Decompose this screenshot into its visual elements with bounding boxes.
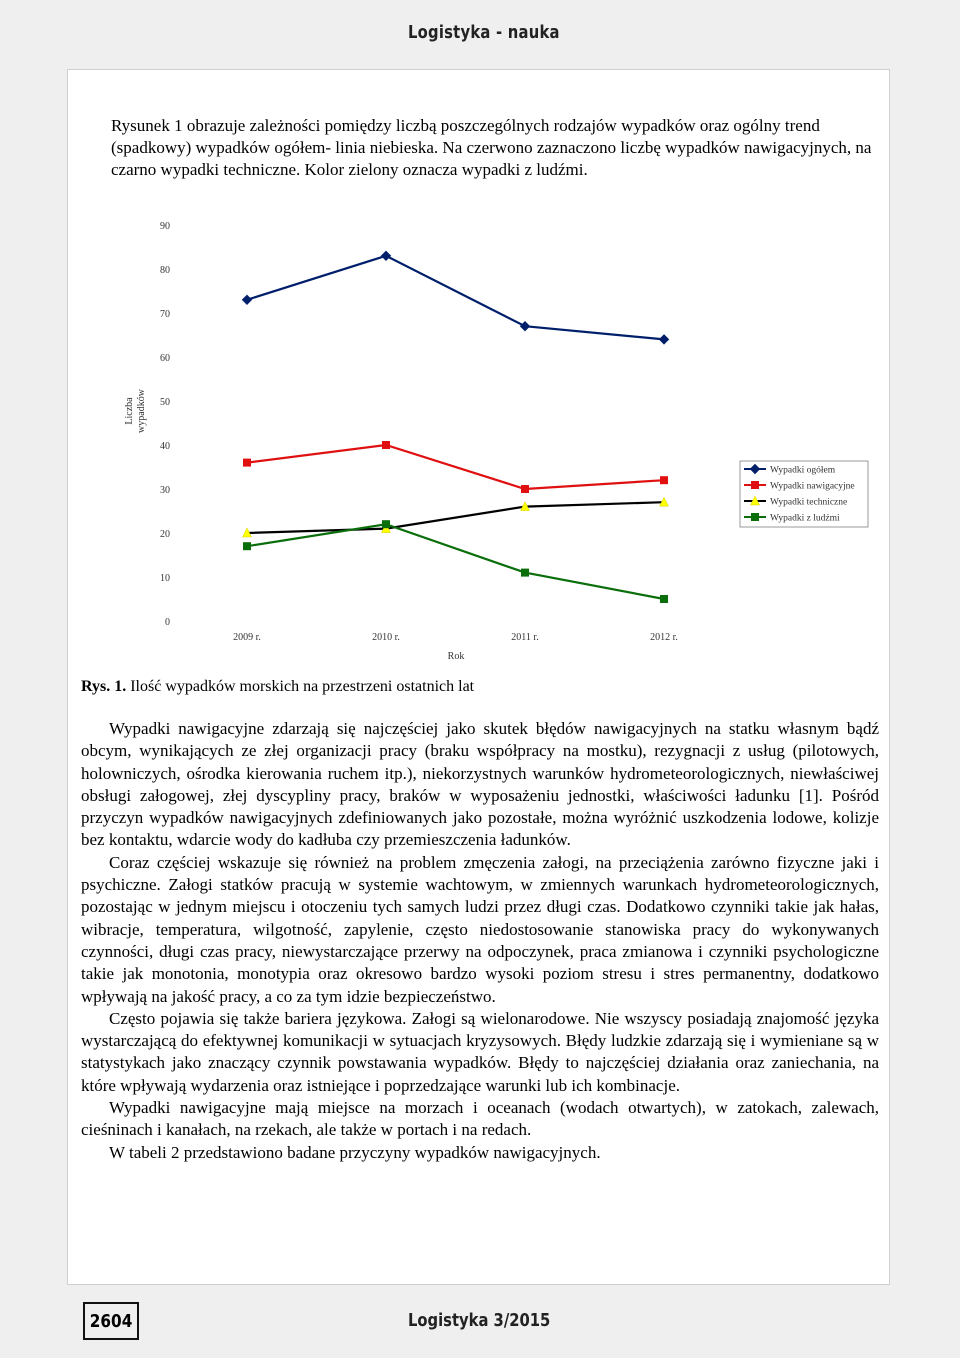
x-tick-label: 2009 r.	[233, 632, 261, 643]
x-tick-label: 2012 r.	[650, 632, 678, 643]
paragraph: Wypadki nawigacyjne zdarzają się najczęściej jako skutek błędów nawigacyjnych na statku własnym bądź obcym, wynikających ze złej organizacji pracy (braku współpracy na mostku), rezygnacji z usług (pilotowych, holowniczych, ośrodka kierowania ruchem itp.), niekorzystnych warunków hydrometeorologicznych, niewłaściwej obsługi załogowej, złej dyscypliny pracy, braków w wyposażeniu jednostki, właściwości ładunku [1]. Pośród przyczyn wypadków nawigacyjnych zdefiniowanych jako pozostałe, można wyróżnić uszkodzenia lodowe, kolizje bez kontaktu, wdarcie wody do kadłuba czy przemieszczenia ładunków.	[81, 719, 879, 850]
x-axis-label: Rok	[447, 651, 465, 662]
y-axis-label	[124, 388, 147, 433]
y-tick-label: 10	[160, 573, 170, 584]
legend-marker	[751, 481, 759, 489]
x-tick-label: 2011 r.	[511, 632, 539, 643]
y-tick-label: 50	[160, 397, 170, 408]
caption-prefix: Rys. 1.	[81, 678, 127, 695]
y-tick-label: 30	[160, 485, 170, 496]
paragraph: Często pojawia się także bariera językowa. Załogi są wielonarodowe. Nie wszyscy posiadają znajomość języka wystarczającą do efektywnej komunikacji w sytuacjach kryzysowych. Błędy ludzkie zdarzają się i wymieniane są w statystykach jako znaczący czynnik powstawania wypadków. Błędy to najczęściej działania oraz zaniechania, na które wpływają wydarzenia oraz istniejące i poprzedzające warunki lub ich kombinacje.	[81, 1008, 879, 1095]
data-point	[382, 251, 391, 260]
data-point	[243, 459, 251, 467]
series-line	[247, 524, 664, 599]
legend-label: Wypadki ogółem	[770, 465, 836, 476]
legend-label: Wypadki z ludźmi	[770, 513, 840, 524]
y-tick-label: 60	[160, 353, 170, 364]
legend-label: Wypadki techniczne	[770, 497, 848, 508]
data-point	[521, 569, 529, 577]
line-chart	[68, 210, 891, 670]
legend-label: Wypadki nawigacyjne	[770, 481, 855, 492]
data-point	[521, 322, 530, 331]
body-text	[81, 718, 879, 1164]
paragraph: W tabeli 2 przedstawiono badane przyczyny wypadków nawigacyjnych.	[109, 1142, 601, 1162]
legend-marker	[751, 513, 759, 521]
page-content	[67, 69, 890, 1285]
page-number-text: 2604	[89, 1310, 133, 1332]
series-line	[247, 256, 664, 340]
data-point	[382, 520, 390, 528]
y-tick-label: 90	[160, 221, 170, 232]
figure-caption	[81, 678, 474, 696]
data-point	[243, 295, 252, 304]
series-line	[247, 502, 664, 533]
data-point	[660, 335, 669, 344]
paragraph: Wypadki nawigacyjne mają miejsce na morzach i oceanach (wodach otwartych), w zatokach, zalewach, cieśninach i kanałach, na rzekach, ale także w portach i na redach.	[81, 1098, 879, 1140]
y-tick-label: 0	[165, 617, 170, 628]
y-tick-label: 70	[160, 309, 170, 320]
caption-text: Ilość wypadków morskich na przestrzeni ostatnich lat	[130, 678, 475, 695]
data-point	[382, 441, 390, 449]
y-tick-label: 20	[160, 529, 170, 540]
x-tick-label: 2010 r.	[372, 632, 400, 643]
data-point	[660, 476, 668, 484]
data-point	[521, 485, 529, 493]
y-axis-label-line: wypadków	[136, 389, 147, 433]
intro-paragraph: Rysunek 1 obrazuje zależności pomiędzy liczbą poszczególnych rodzajów wypadków oraz ogólny trend (spadkowy) wypadków ogółem- linia niebieska. Na czerwono zaznaczono liczbę wypadków nawigacyjnych, na czarno wypadki techniczne. Kolor zielony oznacza wypadki z ludźmi.	[111, 116, 872, 179]
header-title: Logistyka - nauka	[408, 22, 560, 43]
y-tick-label: 40	[160, 441, 170, 452]
journal-title: Logistyka 3/2015	[408, 1310, 551, 1331]
paragraph: Coraz częściej wskazuje się również na problem zmęczenia załogi, na przeciążenia zarówno fizyczne jaki i psychiczne. Załogi statków pracują w systemie wachtowym, w zmiennych warunkach hydrometeorologicznych, pozostając w jednym miejscu i otoczeniu tych samych ludzi przez długi czas. Dodatkowo czynniki takie jak hałas, wibracje, temperatura, wilgotność, zapylenie, często niedostosowanie stanowiska pracy do wykonywanych czynności, długi czas pracy, niewystarczające przerwy na odpoczynek, praca zmianowa i czynniki psychologiczne takie jak monotonia, monotypia oraz okresowo bardzo wysoki poziom stresu i stres permanentny, dodatkowo wpływają na jakość pracy, a co za tym idzie bezpieczeństwo.	[81, 852, 879, 1006]
series-line	[247, 445, 664, 489]
page-number	[83, 1302, 139, 1340]
data-point	[660, 595, 668, 603]
y-tick-label: 80	[160, 265, 170, 276]
y-axis-label-line: Liczba	[124, 397, 135, 425]
data-point	[243, 542, 251, 550]
